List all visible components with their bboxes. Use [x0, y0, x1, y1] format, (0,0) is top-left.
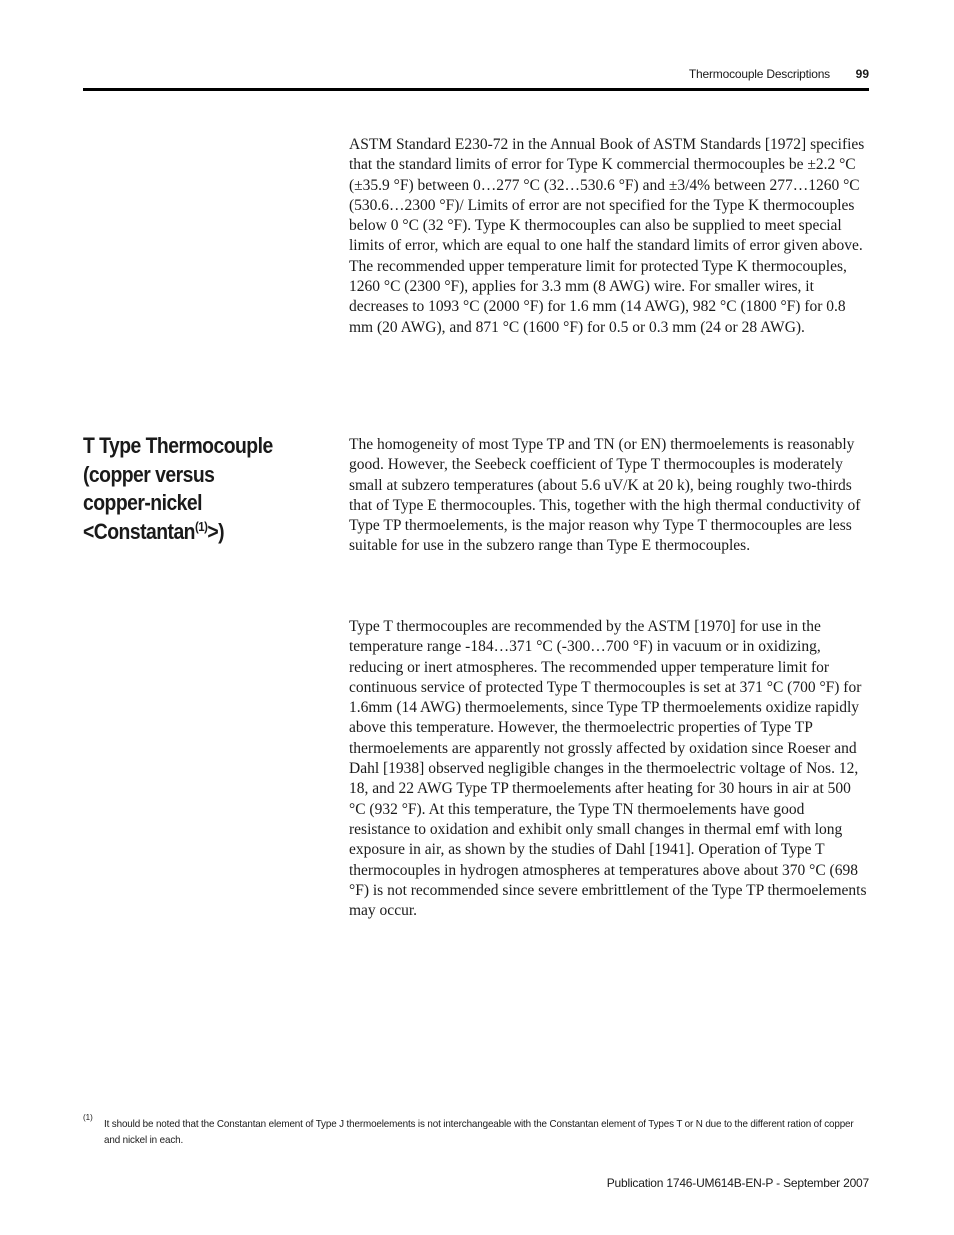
header-rule	[83, 88, 869, 91]
intro-paragraph: ASTM Standard E230-72 in the Annual Book of ASTM Standards [1972] specifies that the standard limits of error for Type K commercial thermocouples be ±2.2 °C (±35.9 °F) between 0…277 °C (32…530.6 °F) and ±3/4% between 277…1260 °C (530.6…2300 °F)/ Limits of error are not specified for the Type K thermocouples below 0 °C (32 °F). Type K thermocouples can also be supplied to meet special limits of error, which are equal to one half the standard limits of error given above. The recommended upper temperature limit for protected Type K thermocouples, 1260 °C (2300 °F), applies for 3.3 mm (8 AWG) wire. For smaller wires, it decreases to 1093 °C (2000 °F) for 1.6 mm (14 AWG), 982 °C (1800 °F) for 0.8 mm (20 AWG), and 871 °C (1600 °F) for 0.5 or 0.3 mm (24 or 28 AWG).	[349, 136, 865, 336]
section-paragraph-1: The homogeneity of most Type TP and TN (or EN) thermoelements is reasonably good. However, the Seebeck coefficient of Type T thermocouples is moderately small at subzero temperatures (about 5.6 uV/K at 20 k), being roughly two-thirds that of Type E thermocouples. This, together with the high thermal conductivity of Type TP thermoelements, is the major reason why Type T thermocouples are less suitable for use in the subzero range than Type E thermocouples.	[349, 436, 861, 555]
publication-footer: Publication 1746-UM614B-EN-P - September 2007	[606, 1176, 869, 1190]
footnote-marker: (1)	[83, 1113, 93, 1122]
heading-line-4-prefix: <Constantan	[83, 518, 195, 544]
heading-line-4-suffix: >)	[207, 518, 225, 544]
heading-line-1: T Type Thermocouple	[83, 433, 273, 458]
heading-line-2: (copper versus	[83, 461, 215, 487]
section-heading	[83, 432, 294, 546]
footnote-text: It should be noted that the Constantan element of Type J thermoelements is not interchangeable with the Constantan element of Types T or N due to the different ration of copper and nickel in each.	[104, 1118, 854, 1146]
running-header-title: Thermocouple Descriptions	[688, 67, 830, 81]
section-paragraph-2: Type T thermocouples are recommended by the ASTM [1970] for use in the temperature range -184…371 °C (-300…700 °F) in vacuum or in oxidizing, reducing or inert atmospheres. The recommended upper temperature limit for continuous service of protected Type T thermocouples is set at 371 °C (700 °F) for 1.6mm (14 AWG) thermoelements, since Type TP thermoelements oxidize rapidly above this temperature. However, the thermoelectric properties of Type TP thermoelements are apparently not grossly affected by oxidation since Roeser and Dahl [1938] observed negligible changes in the thermoelectric voltage of Nos. 12, 18, and 22 AWG Type TP thermoelements after heating for 30 hours in air at 500 °C (932 °F). At this temperature, the Type TN thermoelements have good resistance to oxidation and exhibit only small changes in thermal emf with long exposure in air, as shown by the studies of Dahl [1941]. Operation of Type T thermocouples in hydrogen atmospheres at temperatures above about 370 °C (698 °F) is not recommended since severe embrittlement of the Type TP thermoelements may occur.	[349, 618, 867, 920]
footnote-reference[interactable]: (1)	[194, 518, 208, 534]
heading-line-3: copper-nickel	[83, 490, 203, 515]
page-number: 99	[855, 67, 869, 81]
